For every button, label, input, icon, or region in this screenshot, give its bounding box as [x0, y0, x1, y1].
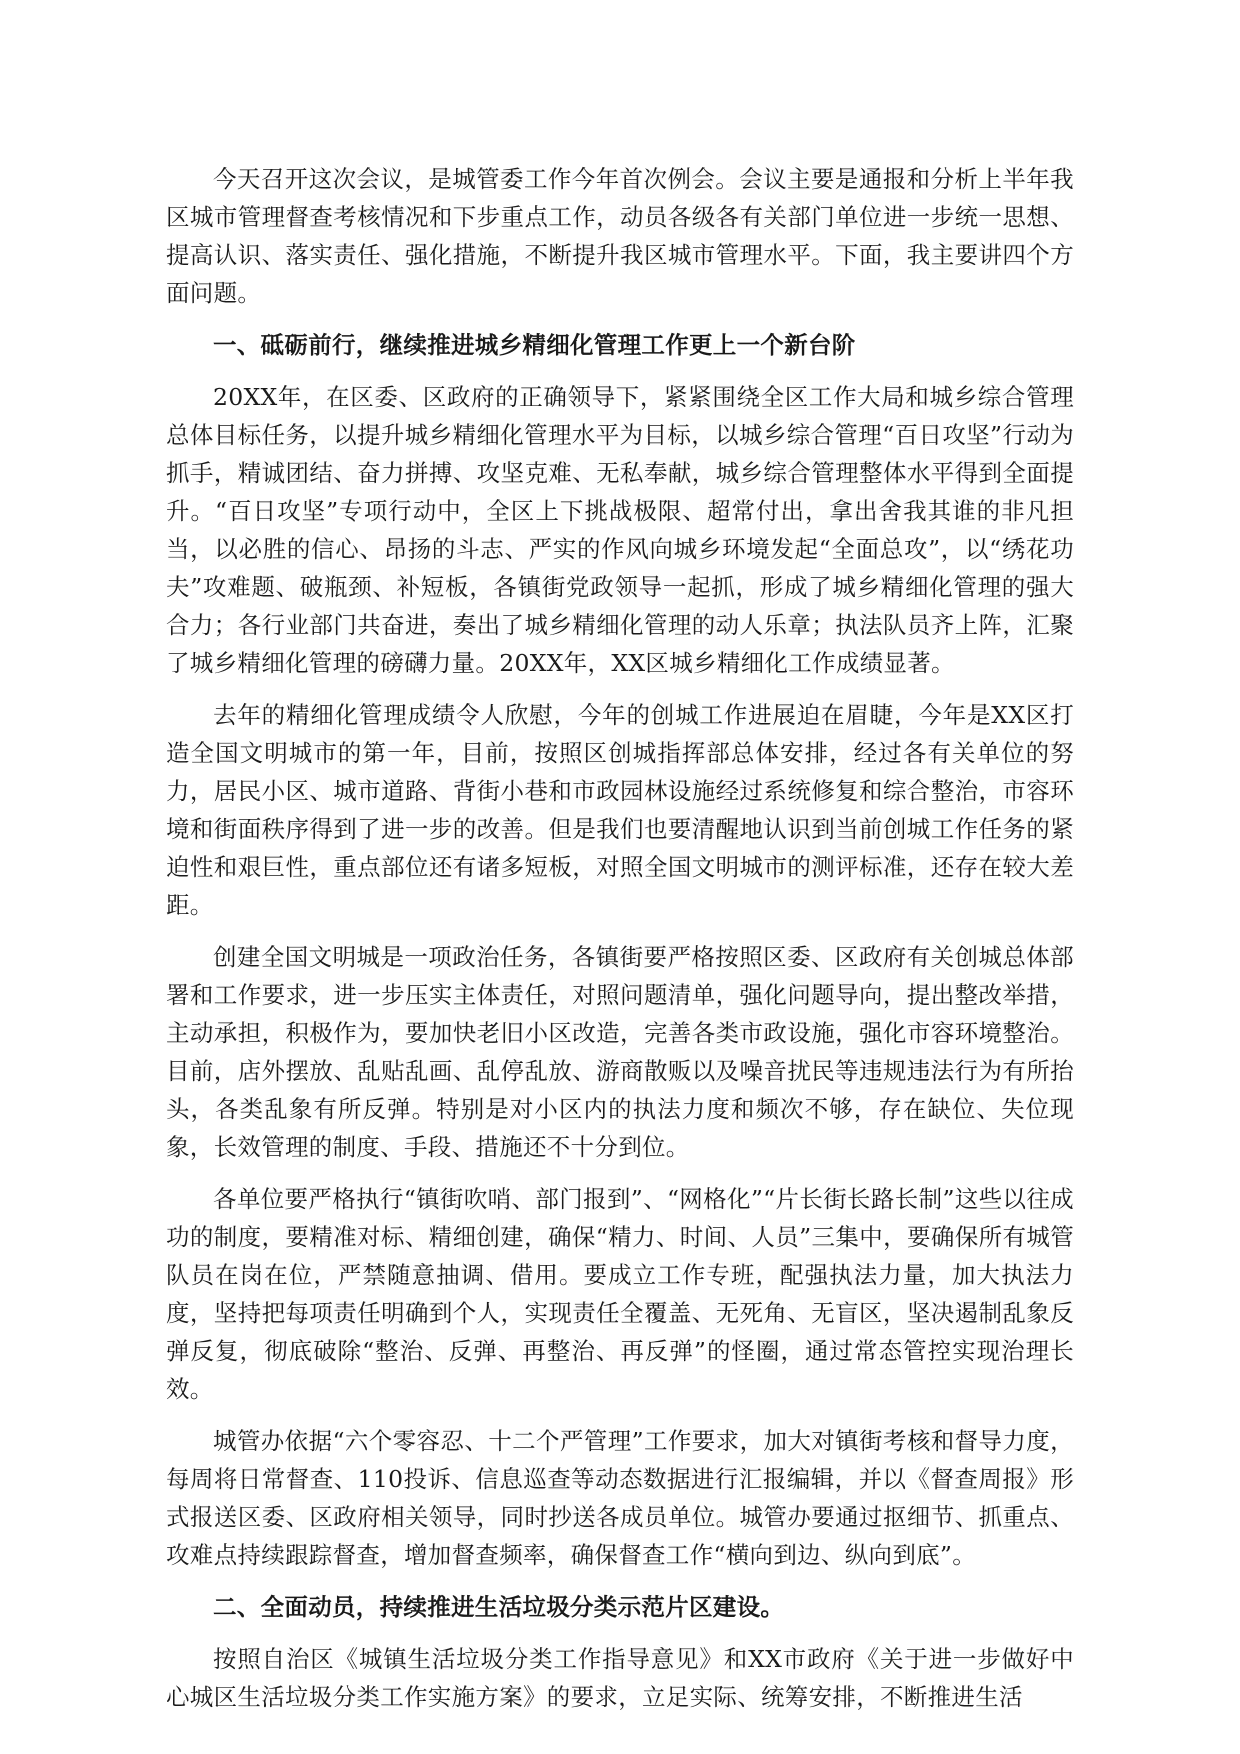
document-page: [166, 160, 1074, 1730]
paragraph-section1-4: 各单位要严格执行“镇街吹哨、部门报到”、“网格化”“片长街长路长制”这些以往成功的制度，要精准对标、精细创建，确保“精力、时间、人员”三集中，要确保所有城管队员在岗在位，严禁随意抽调、借用。要成立工作专班，配强执法力量，加大执法力度，坚持把每项责任明确到个人，实现责任全覆盖、无死角、无盲区，坚决遏制乱象反弹反复，彻底破除“整治、反弹、再整治、再反弹”的怪圈，通过常态管控实现治理长效。: [166, 1185, 1074, 1403]
paragraph-section1-3: 创建全国文明城是一项政治任务，各镇街要严格按照区委、区政府有关创城总体部署和工作要求，进一步压实主体责任，对照问题清单，强化问题导向，提出整改举措，主动承担，积极作为，要加快老旧小区改造，完善各类市政设施，强化市容环境整治。目前，店外摆放、乱贴乱画、乱停乱放、游商散贩以及噪音扰民等违规违法行为有所抬头，各类乱象有所反弹。特别是对小区内的执法力度和频次不够，存在缺位、失位现象，长效管理的制度、手段、措施还不十分到位。: [166, 943, 1074, 1161]
section-heading-2: 二、全面动员，持续推进生活垃圾分类示范片区建设。: [213, 1593, 785, 1621]
section-heading-1: 一、砥砺前行，继续推进城乡精细化管理工作更上一个新台阶: [213, 331, 856, 359]
paragraph-section1-5: 城管办依据“六个零容忍、十二个严管理”工作要求，加大对镇街考核和督导力度，每周将日常督查、110投诉、信息巡查等动态数据进行汇报编辑，并以《督查周报》形式报送区委、区政府相关领导，同时抄送各成员单位。城管办要通过抠细节、抓重点、攻难点持续跟踪督查，增加督查频率，确保督查工作“横向到边、纵向到底”。: [166, 1427, 1074, 1569]
paragraph-section1-1: 20XX年，在区委、区政府的正确领导下，紧紧围绕全区工作大局和城乡综合管理总体目标任务，以提升城乡精细化管理水平为目标，以城乡综合管理“百日攻坚”行动为抓手，精诚团结、奋力拼搏、攻坚克难、无私奉献，城乡综合管理整体水平得到全面提升。“百日攻坚”专项行动中，全区上下挑战极限、超常付出，拿出舍我其谁的非凡担当，以必胜的信心、昂扬的斗志、严实的作风向城乡环境发起“全面总攻”，以“绣花功夫”攻难题、破瓶颈、补短板，各镇街党政领导一起抓，形成了城乡精细化管理的强大合力；各行业部门共奋进，奏出了城乡精细化管理的动人乐章；执法队员齐上阵，汇聚了城乡精细化管理的磅礴力量。20XX年，XX区城乡精细化工作成绩显著。: [166, 383, 1074, 677]
paragraph-section1-2: 去年的精细化管理成绩令人欣慰，今年的创城工作进展迫在眉睫，今年是XX区打造全国文明城市的第一年，目前，按照区创城指挥部总体安排，经过各有关单位的努力，居民小区、城市道路、背街小巷和市政园林设施经过系统修复和综合整治，市容环境和街面秩序得到了进一步的改善。但是我们也要清醒地认识到当前创城工作任务的紧迫性和艰巨性，重点部位还有诸多短板，对照全国文明城市的测评标准，还存在较大差距。: [166, 701, 1074, 919]
paragraph-section2-1: 按照自治区《城镇生活垃圾分类工作指导意见》和XX市政府《关于进一步做好中心城区生活垃圾分类工作实施方案》的要求，立足实际、统筹安排，不断推进生活: [166, 1645, 1074, 1711]
paragraph-intro: 今天召开这次会议，是城管委工作今年首次例会。会议主要是通报和分析上半年我区城市管理督查考核情况和下步重点工作，动员各级各有关部门单位进一步统一思想、提高认识、落实责任、强化措施，不断提升我区城市管理水平。下面，我主要讲四个方面问题。: [166, 165, 1074, 307]
